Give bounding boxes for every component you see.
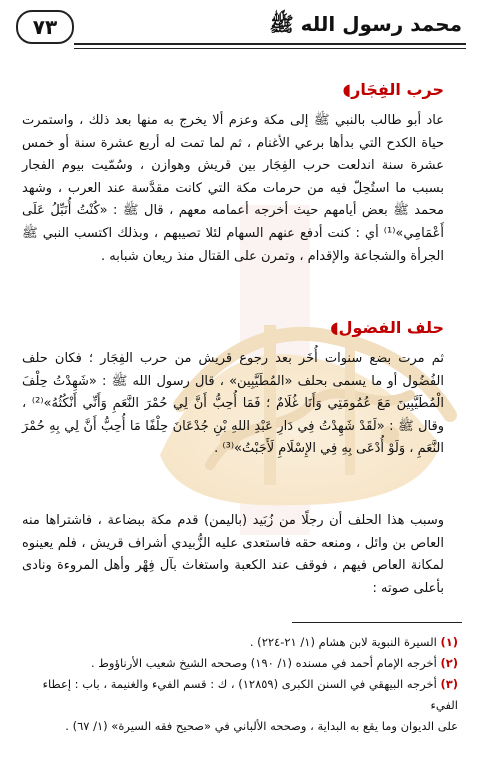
footnote-number: (٣) [440, 677, 458, 691]
paragraph-fudul-1: ثم مرت بضع سنوات أُخَر بعد رجوع قريش من حرب الفِجَار ؛ فكان حلف الفُضُول أو ما يسمى بحلف «المُطَيَّبِين» ، قال رسول الله ﷺ : «شَهِدْتُ حِلْفَ الْمُطَيَّبِينَ مَعَ عُمُومَتِي وَأَنَا غُلَامٌ ؛ فَمَا أُحِبُّ أَنَّ لِي حُمْرَ النَّعَمِ وَأَنِّي أَنْكُثُهُ»⁽²⁾ ، وقال ﷺ : «لَقَدْ شَهِدْتُ فِي دَارِ عَبْدِ اللهِ بْنِ جُدْعَانَ حِلْفًا مَا أُحِبُّ أَنَّ لِي بِهِ حُمْرَ النَّعَمِ ، وَلَوْ أُدْعَى بِهِ فِي الإِسْلَامِ لَأَجَبْتُ»⁽³⁾ . [22, 351, 444, 457]
paragraph-fijar: عاد أبو طالب بالنبي ﷺ إلى مكة وعزم ألا يخرج به منها بعد ذلك ، واستمرت حياة الكدح التي بدأها برعي الأغنام ، ثم لما تمت له أربع عشرة سنة أو خمس عشرة سنة اندلعت حرب الفِجَار بين قريش وهوازن ، وسُمّيت بيوم الفجار بسبب ما استُحِلّ فيه من حرمات مكة التي كانت مقدَّسة عند العرب ، وشهد محمد ﷺ بعض أيامهم حيث أخرجه أعمامه معهم ، قال ﷺ : «كُنْتُ أُنَبِّلُ عَلَى أَعْمَامِي»⁽¹⁾ أي : كنت أدفع عنهم السهام لئلا تصيبهم ، وبذلك اكتسب النبي ﷺ الجرأة والشجاعة والإقدام ، وتمرن على القتال منذ ريعان شبابه . [22, 113, 444, 264]
footnotes [22, 632, 458, 737]
header-rule [74, 43, 466, 49]
footnote-1 [22, 632, 458, 653]
footnote-3 [22, 674, 458, 716]
footnote-2 [22, 653, 458, 674]
paragraph-fudul-2: وسبب هذا الحلف أن رجلًا من زُبَيد (باليمن) قدم مكة ببضاعة ، فاشتراها منه العاص بن وائل ، ومنعه حقه فاستعدى عليه الزُّبيدي أشراف قريش ، فلم يعينوه لمكانة العاص فيهم ، فوقف عند الكعبة واستغاث بآل فِهْر وأهل المروءة ونادى بأعلى صوته : [22, 513, 444, 596]
footnote-number: (٢) [440, 656, 458, 670]
heading-ornament-icon: ◖ [330, 318, 339, 337]
running-title: محمد رسول الله ﷺ [269, 12, 462, 36]
footnote-3-continuation: على الديوان وما يقع به البداية ، وصححه الألباني في «صحيح فقه السيرة» (١/ ٦٧) . [65, 719, 458, 733]
section-title-text: حرب الفِجَار [351, 80, 444, 99]
footnote-number: (١) [440, 635, 458, 649]
section-title-fijar [341, 80, 444, 99]
heading-ornament-icon: ◖ [342, 80, 352, 99]
page-number: ٧٣ [16, 10, 74, 44]
section-title-text: حلف الفضول [338, 318, 444, 337]
footnote-text: السيرة النبوية لابن هشام (١/ ٢١-٢٢٤) . [249, 635, 437, 649]
footnote-text: أخرجه البيهقي في السنن الكبرى (١٢٨٥٩) ، ك : قسم الفيء والغنيمة ، باب : إعطاء الفيء [42, 677, 458, 712]
footnote-rule [292, 622, 462, 623]
footnote-text: أخرجه الإمام أحمد في مسنده (١/ ١٩٠) وصححه الشيخ شعيب الأرناؤوط . [90, 656, 437, 670]
section-title-fudul [328, 318, 444, 337]
